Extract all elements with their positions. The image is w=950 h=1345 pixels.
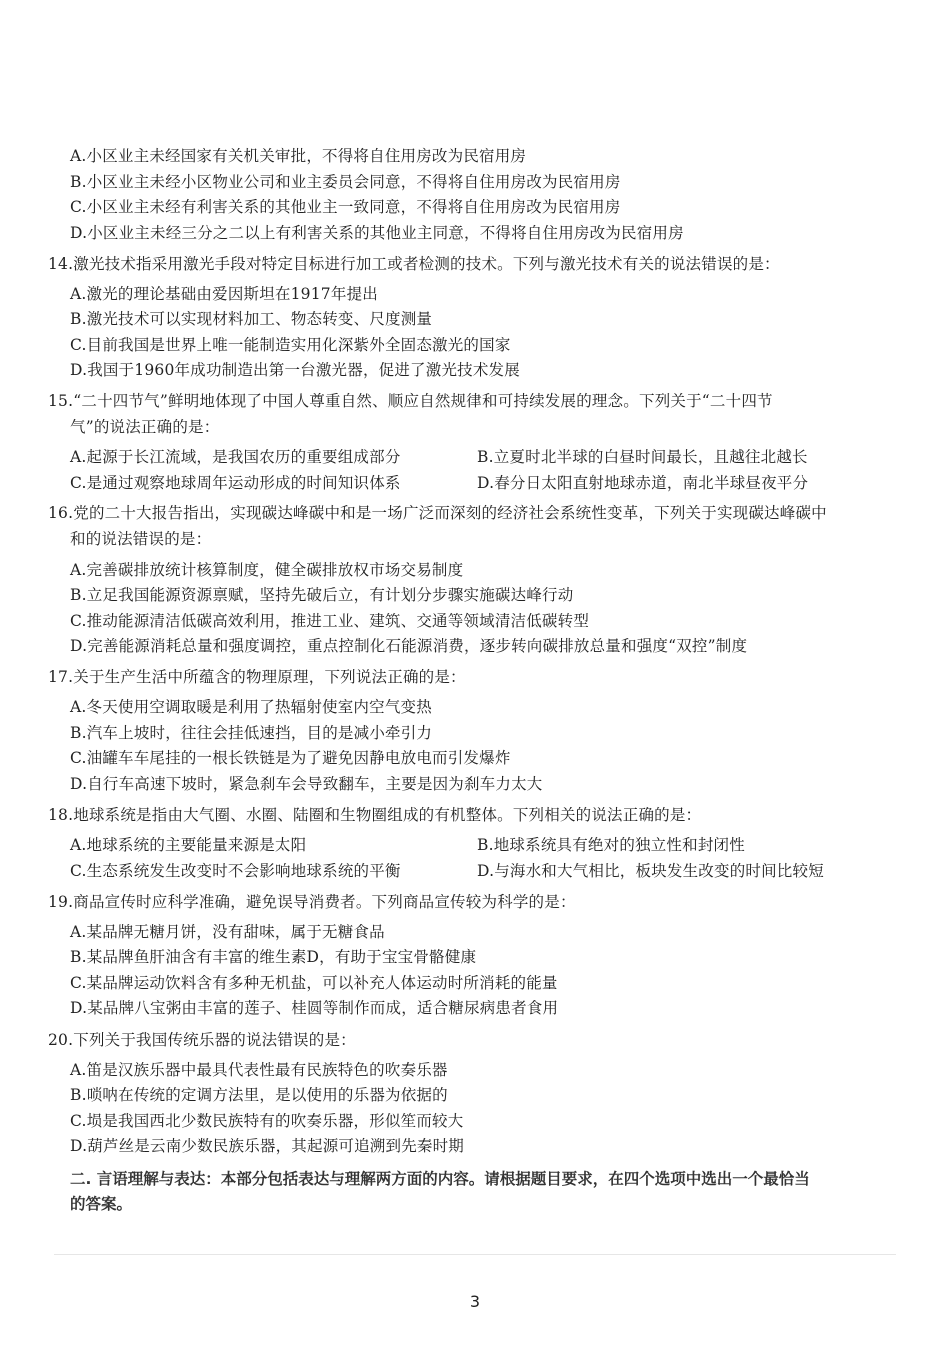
q16-option-d: D.完善能源消耗总量和强度调控，重点控制化石能源消费，逐步转向碳排放总量和强度“双控”制度 (70, 637, 748, 655)
q14-option-a: A.激光的理论基础由爱因斯坦在1917年提出 (70, 285, 378, 303)
q15-option-b: B.立夏时北半球的白昼时间最长，且越往北越长 (477, 448, 808, 466)
q19-option-d: D.某品牌八宝粥由丰富的莲子、桂圆等制作而成，适合糖尿病患者食用 (70, 999, 559, 1017)
q13-option-d: D.小区业主未经三分之二以上有利害关系的其他业主同意，不得将自住用房改为民宿用房 (70, 224, 684, 242)
q15-stem-line1: 15.“二十四节气”鲜明地体现了中国人尊重自然、顺应自然规律和可持续发展的理念。下列关于“二十四节 (48, 392, 773, 410)
q17-stem: 17.关于生产生活中所蕴含的物理原理，下列说法正确的是： (48, 668, 466, 686)
section-two-heading-line1: 二. 言语理解与表达：本部分包括表达与理解两方面的内容。请根据题目要求，在四个选项中选出一个最恰当 (70, 1170, 810, 1188)
q14-stem: 14.激光技术指采用激光手段对特定目标进行加工或者检测的技术。下列与激光技术有关的说法错误的是： (48, 255, 780, 273)
q18-option-c: C.生态系统发生改变时不会影响地球系统的平衡 (70, 862, 401, 880)
q16-option-c: C.推动能源清洁低碳高效利用，推进工业、建筑、交通等领域清洁低碳转型 (70, 612, 590, 630)
q19-option-b: B.某品牌鱼肝油含有丰富的维生素D，有助于宝宝骨骼健康 (70, 948, 477, 966)
q17-option-d: D.自行车高速下坡时，紧急刹车会导致翻车，主要是因为刹车力太大 (70, 775, 543, 793)
q16-option-a: A.完善碳排放统计核算制度，健全碳排放权市场交易制度 (70, 561, 464, 579)
q16-stem-line1: 16.党的二十大报告指出，实现碳达峰碳中和是一场广泛而深刻的经济社会系统性变革，下列关于实现碳达峰碳中 (48, 504, 827, 522)
q18-option-d: D.与海水和大气相比，板块发生改变的时间比较短 (477, 862, 824, 880)
q14-option-b: B.激光技术可以实现材料加工、物态转变、尺度测量 (70, 310, 433, 328)
q18-stem: 18.地球系统是指由大气圈、水圈、陆圈和生物圈组成的有机整体。下列相关的说法正确的是： (48, 806, 702, 824)
section-two-heading-line2: 的答案。 (70, 1195, 133, 1213)
q13-option-b: B.小区业主未经小区物业公司和业主委员会同意，不得将自住用房改为民宿用房 (70, 173, 621, 191)
q19-stem: 19.商品宣传时应科学准确，避免误导消费者。下列商品宣传较为科学的是： (48, 893, 576, 911)
q14-option-c: C.目前我国是世界上唯一能制造实用化深紫外全固态激光的国家 (70, 336, 511, 354)
footer-divider (54, 1254, 896, 1255)
q14-option-d: D.我国于1960年成功制造出第一台激光器，促进了激光技术发展 (70, 361, 520, 379)
page-number: 3 (469, 1292, 481, 1311)
q17-option-b: B.汽车上坡时，往往会挂低速挡，目的是减小牵引力 (70, 724, 433, 742)
q17-option-c: C.油罐车车尾挂的一根长铁链是为了避免因静电放电而引发爆炸 (70, 749, 511, 767)
q13-option-c: C.小区业主未经有利害关系的其他业主一致同意，不得将自住用房改为民宿用房 (70, 198, 621, 216)
q18-option-b: B.地球系统具有绝对的独立性和封闭性 (477, 836, 745, 854)
q20-option-a: A.笛是汉族乐器中最具代表性最有民族特色的吹奏乐器 (70, 1061, 448, 1079)
q15-stem-line2: 气”的说法正确的是： (70, 418, 220, 436)
q19-option-a: A.某品牌无糖月饼，没有甜味，属于无糖食品 (70, 923, 385, 941)
q19-option-c: C.某品牌运动饮料含有多种无机盐，可以补充人体运动时所消耗的能量 (70, 974, 558, 992)
q16-option-b: B.立足我国能源资源禀赋，坚持先破后立，有计划分步骤实施碳达峰行动 (70, 586, 574, 604)
q20-option-c: C.埙是我国西北少数民族特有的吹奏乐器，形似笙而较大 (70, 1112, 464, 1130)
q20-option-d: D.葫芦丝是云南少数民族乐器，其起源可追溯到先秦时期 (70, 1137, 465, 1155)
q15-option-d: D.春分日太阳直射地球赤道，南北半球昼夜平分 (477, 474, 809, 492)
q18-option-a: A.地球系统的主要能量来源是太阳 (70, 836, 307, 854)
q13-option-a: A.小区业主未经国家有关机关审批，不得将自住用房改为民宿用房 (70, 147, 527, 165)
q20-option-b: B.唢呐在传统的定调方法里，是以使用的乐器为依据的 (70, 1086, 448, 1104)
q15-option-c: C.是通过观察地球周年运动形成的时间知识体系 (70, 474, 401, 492)
q17-option-a: A.冬天使用空调取暖是利用了热辐射使室内空气变热 (70, 698, 432, 716)
q20-stem: 20.下列关于我国传统乐器的说法错误的是： (48, 1031, 356, 1049)
q15-option-a: A.起源于长江流域，是我国农历的重要组成部分 (70, 448, 401, 466)
q16-stem-line2: 和的说法错误的是： (70, 530, 212, 548)
